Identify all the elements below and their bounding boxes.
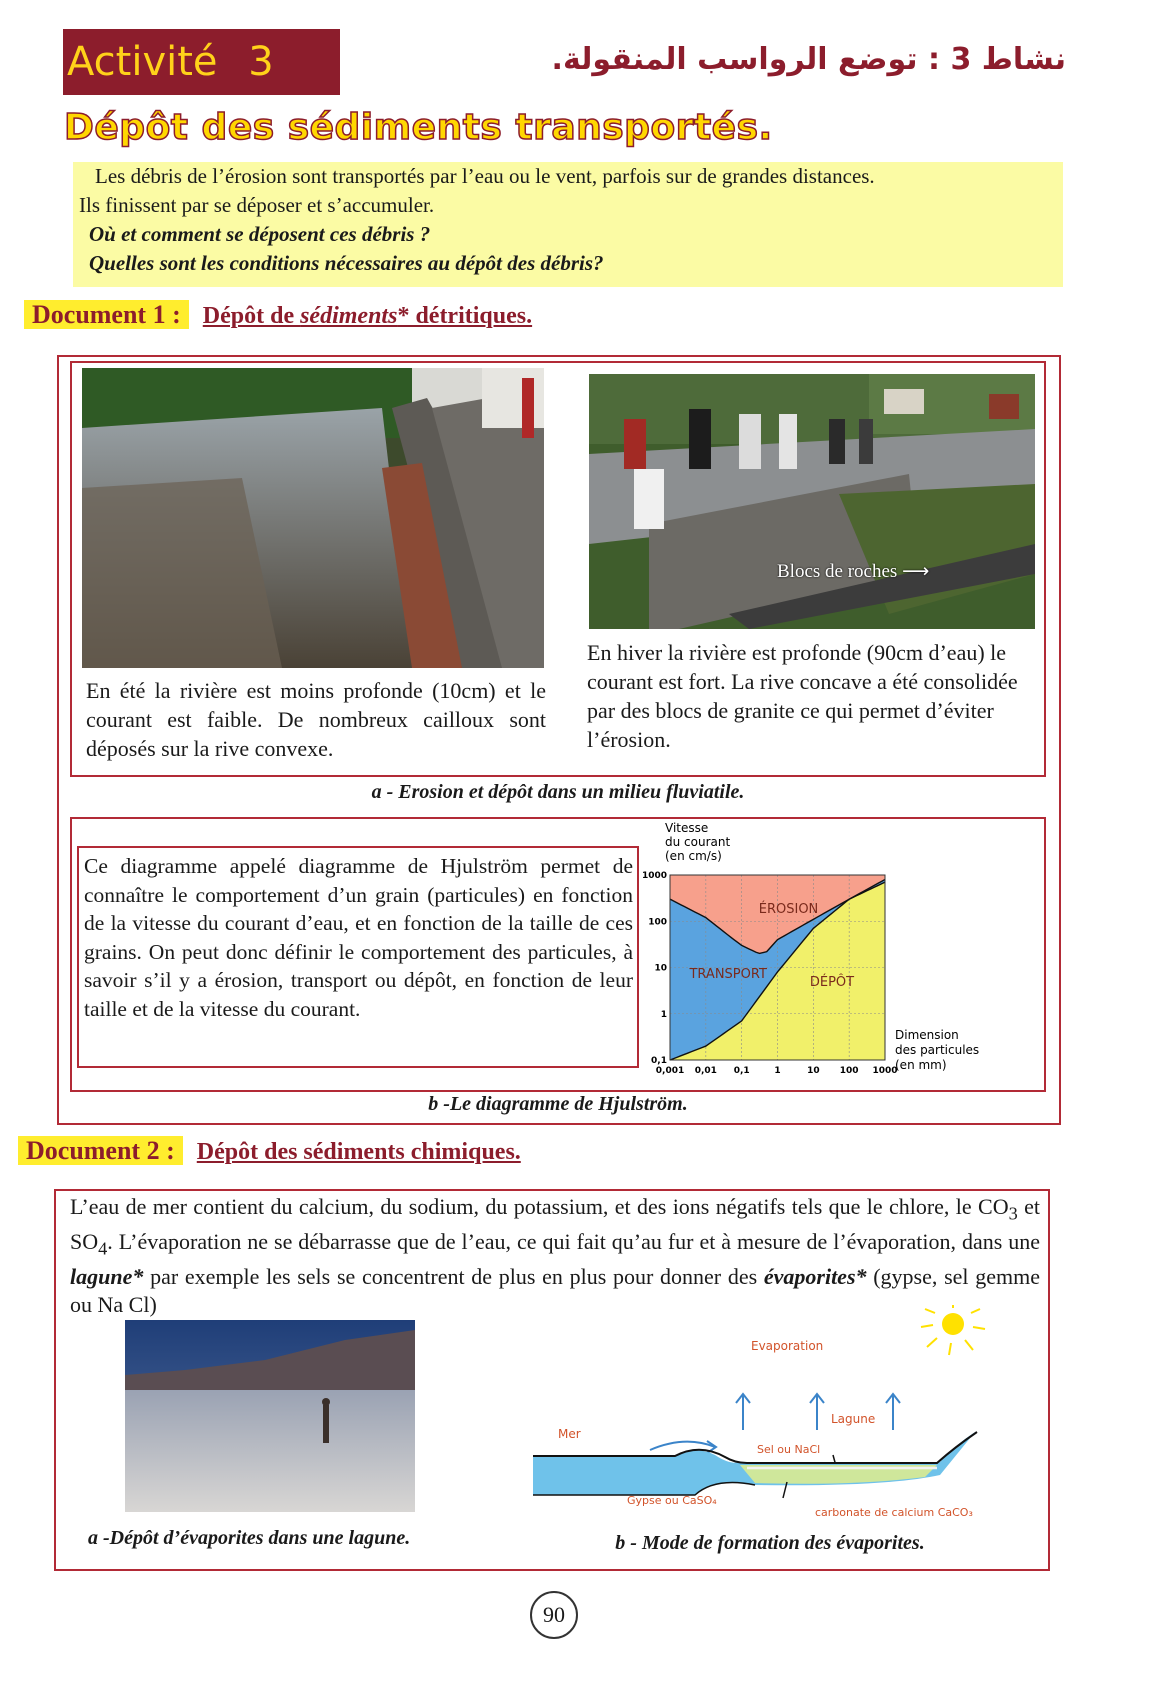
carbonate-label: carbonate de calcium CaCO₃ bbox=[815, 1506, 973, 1519]
figure-a-caption: a - Erosion et dépôt dans un milieu fluviatile. bbox=[371, 781, 745, 803]
sun-icon bbox=[921, 1305, 985, 1355]
lagoon-photo bbox=[125, 1320, 415, 1512]
x-axis-label: Dimension bbox=[895, 1028, 959, 1042]
depot-label: DÉPÔT bbox=[809, 974, 855, 990]
hjulstrom-text: Ce diagramme appelé diagramme de Hjulström permet de connaître le comportement d’un grain (particules) en fonction de la vitesse du courant d’eau, et en fonction de la taille de ces grains. On peut donc définir le comportement des particules, à savoir s’il y a érosion, transport ou dépôt, en fonction de leur taille et de la vitesse du courant. bbox=[84, 854, 633, 1021]
page-number: 90 bbox=[530, 1591, 578, 1639]
document2-title: Dépôt des sédiments chimiques. bbox=[196, 1139, 521, 1165]
sea-label: Mer bbox=[558, 1427, 581, 1441]
lagoon-label: Lagune bbox=[831, 1412, 876, 1426]
y-tick-label: 0,1 bbox=[651, 1056, 667, 1066]
intro-question-2: Quelles sont les conditions nécessaires au dépôt des débris? bbox=[89, 251, 604, 275]
y-axis-label: (en cm/s) bbox=[665, 849, 722, 863]
x-axis-label: des particules bbox=[895, 1043, 980, 1057]
winter-river-caption: En hiver la rivière est profonde (90cm d’eau) le courant est fort. La rive concave a été consolidée par des blocs de granite ce qui permet d’éviter l’érosion. bbox=[587, 640, 1018, 752]
x-tick-label: 0,01 bbox=[694, 1066, 717, 1076]
document1-header bbox=[24, 294, 532, 336]
document2-header bbox=[18, 1130, 521, 1172]
erosion-label: ÉROSION bbox=[758, 902, 819, 918]
figure-b-caption: b -Le diagramme de Hjulström. bbox=[428, 1093, 688, 1115]
salt-label: Sel ou NaCl bbox=[757, 1443, 821, 1456]
winter-river-photo bbox=[589, 374, 1035, 629]
hjulstrom-chart bbox=[640, 818, 1045, 1088]
y-axis-label: du courant bbox=[665, 835, 731, 849]
evaporation-label: Evaporation bbox=[751, 1339, 824, 1353]
y-tick-label: 10 bbox=[654, 963, 667, 974]
y-tick-label: 100 bbox=[648, 917, 667, 928]
y-tick-label: 1 bbox=[660, 1009, 667, 1020]
x-tick-label: 1 bbox=[774, 1066, 781, 1076]
evaporite-diagram-caption: b - Mode de formation des évaporites. bbox=[615, 1532, 925, 1554]
rock-blocks-label: Blocs de roches ⟶ bbox=[777, 560, 930, 582]
x-tick-label: 100 bbox=[839, 1066, 859, 1076]
activity-badge: Activité 3 bbox=[63, 29, 340, 95]
inflow-arrow bbox=[650, 1442, 715, 1450]
intro-question-1: Où et comment se déposent ces débris ? bbox=[89, 222, 431, 246]
document2-label: Document 2 : bbox=[18, 1136, 183, 1165]
evaporite-diagram bbox=[525, 1305, 1005, 1525]
x-tick-label: 10 bbox=[807, 1066, 820, 1076]
document1-label: Document 1 : bbox=[24, 300, 189, 329]
x-tick-label: 0,1 bbox=[733, 1066, 750, 1076]
x-axis-label: (en mm) bbox=[895, 1058, 947, 1072]
x-tick-label: 1000 bbox=[872, 1066, 898, 1076]
transport-label: TRANSPORT bbox=[689, 966, 767, 982]
y-axis-label: Vitesse bbox=[665, 821, 709, 835]
arabic-title: نشاط 3 : توضع الرواسب المنقولة. bbox=[551, 42, 1066, 77]
hjulstrom-text-box bbox=[77, 846, 639, 1068]
document1-title: Dépôt de sédiments* détritiques. bbox=[202, 303, 533, 329]
intro-box bbox=[73, 162, 1063, 287]
y-tick-label: 1000 bbox=[641, 871, 667, 881]
gypsum-label: Gypse ou CaSO₄ bbox=[627, 1494, 717, 1507]
page-subtitle: Dépôt des sédiments transportés. bbox=[64, 107, 773, 148]
x-tick-label: 0,001 bbox=[655, 1066, 685, 1076]
evaporation-arrows bbox=[736, 1394, 900, 1430]
lagoon-photo-caption: a -Dépôt d’évaporites dans une lagune. bbox=[88, 1527, 411, 1549]
summer-river-photo bbox=[82, 368, 544, 668]
intro-line-1: Les débris de l’érosion sont transportés par l’eau ou le vent, parfois sur de grandes distances. bbox=[95, 164, 875, 188]
intro-line-2: Ils finissent par se déposer et s’accumuler. bbox=[79, 193, 435, 217]
summer-river-caption: En été la rivière est moins profonde (10cm) et le courant est faible. De nombreux cailloux sont déposés sur la rive convexe. bbox=[86, 678, 546, 761]
document2-text: L’eau de mer contient du calcium, du sodium, du potassium, et des ions négatifs tels que le chlore, le $CO_3$ et $SO_4$. L’évaporation ne se débarrasse que de l’eau, ce qui fait qu’au fur et à mesure de l’évaporation, dans une lagune* par exemple les sels se concentrent de plus en plus pour donner des évaporites* (gypse, sel gemme ou Na Cl) bbox=[70, 1194, 1040, 1318]
